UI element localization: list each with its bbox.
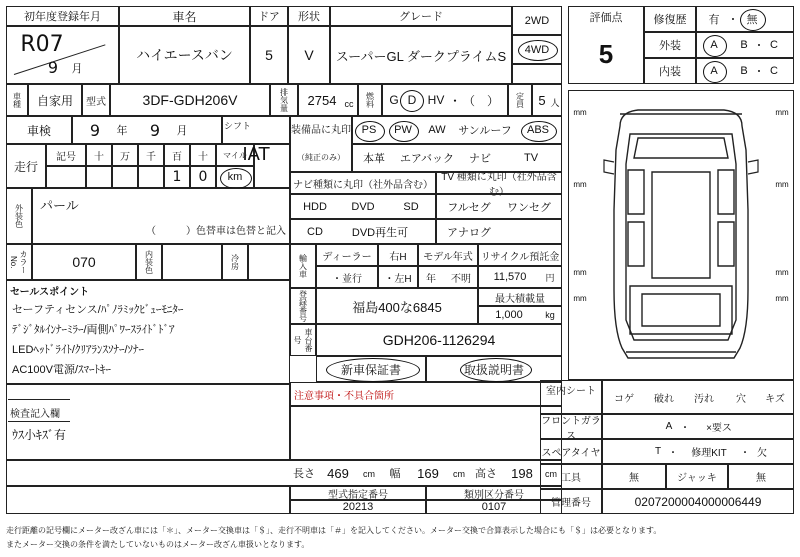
tv-oneseg[interactable]: ワンセグ	[507, 201, 551, 214]
displacement-unit: cc	[344, 99, 354, 109]
first-reg-month-value: 9	[47, 57, 59, 77]
import-lefth-label: ・左H	[384, 273, 412, 285]
mm-label-1: mm	[573, 107, 587, 117]
equipment-pw[interactable]: PW	[394, 124, 412, 136]
sales-point-1: セーフティセンス/ﾊﾟﾉﾗﾐｯｸﾋﾞｭｰﾓﾆﾀｰ	[12, 304, 184, 316]
inspection-month-unit: 月	[176, 125, 188, 137]
tv-analog[interactable]: アナログ	[447, 226, 491, 239]
use-label: 車種	[12, 92, 22, 108]
nav-dvd-play[interactable]: DVD再生可	[351, 226, 409, 239]
front-glass-x[interactable]: ×要ス	[706, 423, 732, 434]
exterior-grade-c[interactable]: C	[770, 39, 778, 51]
interior-seat-item-yogore[interactable]: 汚れ	[694, 393, 714, 405]
inspection-memo-text: ｳｽ小ｷｽﾞ有	[12, 427, 67, 442]
control-no-label: 管理番号	[551, 498, 591, 509]
import-parallel-label: ・並行	[332, 273, 362, 285]
interior-seat-item-koge[interactable]: コゲ	[614, 393, 634, 405]
sales-point-4: AC100V電源/ｽﾏｰﾄｷｰ	[12, 364, 112, 376]
max-load-value: 1,000	[495, 309, 523, 321]
recycle-unit: 円	[545, 272, 555, 283]
jack-label: ジャッキ	[677, 473, 717, 484]
manual-label: 取扱説明書	[463, 362, 524, 377]
inspection-year-value: 9	[89, 120, 101, 140]
equipment-sunroof[interactable]: サンルーフ	[458, 125, 512, 137]
spare-tire-ketsu[interactable]: 欠	[757, 448, 767, 459]
interior-grade-label: 内装	[659, 66, 681, 78]
mileage-unit-mile-label: マイル	[223, 150, 247, 160]
caution-body-cell	[290, 406, 562, 460]
car-name-value: ハイエースバン	[136, 47, 233, 63]
width-label: 幅	[389, 468, 401, 480]
registration-label: 登録番号	[298, 290, 308, 322]
manual-circle	[460, 358, 532, 382]
shift-label: シフト	[224, 120, 252, 131]
interior-grade-c[interactable]: C	[770, 65, 778, 77]
repair-option-dot: ・	[727, 14, 739, 26]
inspection-memo-cell	[6, 384, 290, 460]
repair-label: 修復歴	[653, 14, 687, 26]
equipment-tv[interactable]: TV	[523, 152, 539, 164]
mileage-digit-4: 0	[198, 169, 208, 185]
max-load-unit: kg	[545, 310, 555, 320]
length-unit: cm	[363, 469, 375, 479]
height-value: 198	[511, 465, 533, 481]
fuel-option-hv[interactable]: HV	[427, 93, 445, 107]
color-no-label: カラーNo.	[9, 250, 28, 274]
nav-dvd[interactable]: DVD	[351, 200, 375, 213]
chassis-label: 車台番号	[293, 328, 313, 352]
drive-spacer-cell	[512, 64, 562, 84]
displacement-value: 2754	[307, 92, 337, 108]
drive-4wd-circle	[518, 40, 558, 61]
spare-tire-label: スペアタイヤ	[541, 448, 601, 459]
height-unit: cm	[545, 469, 557, 479]
equipment-ps-circle	[355, 121, 385, 142]
sales-point-3: LEDﾍｯﾄﾞﾗｲﾄ/ｸﾘｱﾗﾝｽｿﾅｰ/ｿﾅｰ	[12, 344, 145, 356]
mileage-col-10man-label: 十	[94, 151, 104, 163]
control-no-value: 0207200004000006449	[634, 494, 762, 509]
recycle-value: 11,570	[493, 271, 527, 283]
evaluation-title: 評価点	[589, 12, 623, 24]
class-code-label: 類別区分番号	[464, 489, 524, 501]
mm-label-2: mm	[775, 107, 789, 117]
interior-seat-item-ana[interactable]: 穴	[736, 393, 746, 405]
spare-tire-dot1: ・	[668, 448, 678, 459]
equipment-title-1: 装備品に丸印	[291, 124, 351, 136]
mm-label-5: mm	[573, 267, 587, 277]
import-label: 輸入車	[298, 254, 308, 278]
mileage-digit-3: 1	[172, 169, 182, 185]
interior-grade-b[interactable]: B	[740, 65, 748, 77]
registration-value: 福島400な6845	[352, 299, 442, 315]
inspection-month-value: 9	[149, 120, 161, 140]
type-code-value: 20213	[342, 501, 374, 513]
import-dealer-label: ディーラー	[322, 251, 372, 263]
sales-points-title: セールスポイント	[10, 286, 90, 298]
length-label: 長さ	[293, 468, 315, 480]
repair-option-nashi-circle	[740, 9, 766, 31]
nav-sd[interactable]: SD	[403, 200, 419, 213]
fuel-option-open: （	[462, 93, 475, 108]
fuel-option-dot: ・	[448, 93, 461, 108]
class-code-value: 0107	[481, 501, 507, 513]
equipment-abs-circle	[521, 121, 557, 142]
shape-label: 形状	[298, 11, 320, 23]
interior-seat-item-yabure[interactable]: 破れ	[654, 393, 674, 405]
door-value: 5	[265, 47, 273, 63]
width-unit: cm	[453, 469, 465, 479]
interior-color-label: 内装色	[144, 250, 154, 274]
mileage-col-ju-label: 十	[198, 151, 208, 163]
exterior-color-note: （ ）色替車は色替と記入	[146, 225, 286, 237]
equipment-abs[interactable]: ABS	[526, 124, 549, 136]
mileage-label: 走行	[13, 159, 38, 174]
mileage-col-man-label: 万	[120, 151, 130, 163]
exterior-grade-dot: ・	[753, 40, 765, 52]
repair-option-nashi[interactable]: 無	[746, 14, 758, 26]
shape-value: V	[304, 47, 314, 63]
equipment-pw-circle	[389, 121, 419, 142]
mileage-col-sen-label: 千	[146, 151, 156, 163]
equipment-leather[interactable]: 本革	[363, 153, 385, 165]
capacity-label: 定員	[515, 92, 525, 108]
car-name-label: 車名	[172, 9, 197, 24]
height-label: 高さ	[475, 468, 497, 480]
door-label: ドア	[258, 11, 280, 23]
inspection-label: 車検	[26, 123, 51, 138]
model-value: 3DF-GDH206V	[142, 92, 238, 108]
mileage-digit-0	[86, 166, 112, 188]
use-value: 自家用	[36, 93, 73, 108]
shift-value: IAT	[242, 143, 270, 165]
exterior-grade-a[interactable]: A	[710, 39, 718, 51]
interior-seat-item-kizu[interactable]: キズ	[765, 393, 785, 405]
fuel-option-close: ）	[486, 93, 499, 108]
tools-value[interactable]: 無	[629, 473, 639, 484]
length-value: 469	[327, 465, 349, 481]
vehicle-diagram	[568, 90, 794, 380]
model-label: 型式	[86, 96, 106, 108]
exterior-grade-b[interactable]: B	[740, 39, 748, 51]
displacement-label: 排気量	[279, 88, 289, 112]
new-warranty-label: 新車保証書	[340, 362, 401, 377]
equipment-navi[interactable]: ナビ	[469, 153, 491, 165]
capacity-unit: 人	[550, 97, 560, 108]
equipment-ps[interactable]: PS	[361, 124, 377, 136]
fuel-option-d-circle	[400, 90, 424, 112]
mileage-digit-2	[138, 166, 164, 188]
front-glass-a[interactable]: A	[665, 421, 673, 432]
exterior-grade-a-circle	[703, 35, 727, 57]
mm-label-8: mm	[775, 293, 789, 303]
nav-hdd[interactable]: HDD	[303, 200, 327, 213]
import-righth-label: 右H	[389, 251, 407, 263]
drive-2wd-label: 2WD	[524, 14, 550, 27]
first-reg-month-unit: 月	[71, 63, 83, 75]
interior-grade-a-circle	[703, 61, 727, 83]
interior-seat-label-1: 室内シート	[546, 386, 596, 397]
repair-option-ari[interactable]: 有	[708, 14, 720, 26]
first-reg-label: 初年度登録年月	[24, 11, 101, 23]
caution-label: 注意事項・不具合箇所	[294, 390, 394, 402]
cooler-value-cell	[248, 244, 290, 280]
interior-grade-dot: ・	[753, 66, 765, 78]
mm-label-7: mm	[573, 293, 587, 303]
nav-title: ナビ種類に丸印（社外品含む）	[293, 179, 433, 191]
drive-4wd-label: 4WD	[524, 43, 550, 56]
exterior-grade-label: 外装	[659, 40, 681, 52]
mileage-unit-km-circle	[220, 168, 252, 189]
grade-value: スーパーGL ダークプライムS	[335, 48, 507, 64]
mm-label-6: mm	[775, 267, 789, 277]
evaluation-score: 5	[598, 38, 614, 69]
mileage-symbol-label: 記号	[56, 151, 76, 163]
first-reg-value: R07	[20, 31, 64, 57]
spare-tire-t[interactable]: T	[654, 446, 662, 457]
exterior-color-value: パール	[40, 197, 79, 213]
inspection-year-unit: 年	[116, 125, 128, 137]
chassis-value: GDH206-1126294	[382, 332, 496, 348]
equipment-aw[interactable]: AW	[428, 124, 446, 136]
grade-label: グレード	[399, 11, 443, 23]
tools-label: 工具	[561, 473, 581, 484]
mileage-col-hyaku-label: 百	[172, 151, 182, 163]
new-warranty-circle	[326, 358, 420, 382]
sales-point-2: ﾃﾞｼﾞﾀﾙｲﾝﾅｰﾐﾗｰ/両側ﾊﾟﾜｰｽﾗｲﾄﾞﾄﾞｱ	[12, 324, 175, 336]
interior-color-value-cell	[162, 244, 222, 280]
interior-grade-a[interactable]: A	[710, 65, 718, 77]
front-glass-dot: ・	[680, 423, 690, 434]
fuel-label: 燃料	[365, 92, 375, 108]
mileage-unit-km-label: km	[227, 171, 243, 183]
mm-label-3: mm	[573, 179, 587, 189]
cooler-label: 冷房	[230, 254, 240, 270]
mileage-symbol-value-cell	[46, 166, 86, 188]
footer-line-1: 走行距離の記号欄にメーター改ざん車には「＊」、メーター交換車は「＄」、走行不明車は「＃」を記入してください。メーター交換で合算表示した場合にも「＄」は必要となります。	[6, 526, 662, 535]
model-year-label: モデル年式	[423, 251, 473, 263]
bottom-left-blank	[6, 486, 290, 514]
equipment-airbag[interactable]: エアバック	[399, 153, 455, 165]
max-load-label: 最大積載量	[495, 293, 545, 305]
model-year-unknown[interactable]: 不明	[451, 273, 471, 285]
model-year-unit: 年	[426, 273, 436, 285]
recycle-label: リサイクル預託金	[480, 251, 560, 263]
fuel-option-d[interactable]: D	[407, 93, 417, 107]
type-code-label: 型式指定番号	[328, 489, 388, 501]
nav-cd[interactable]: CD	[307, 225, 323, 238]
front-glass-label: フロントガラス	[541, 415, 601, 442]
width-value: 169	[417, 465, 439, 481]
spare-tire-dot2: ・	[740, 448, 750, 459]
spare-tire-kit[interactable]: 修理KIT	[691, 448, 727, 459]
mileage-digit-1	[112, 166, 138, 188]
exterior-color-label: 外装色	[14, 204, 24, 228]
tv-title: TV 種類に丸印（社外品含む）	[441, 172, 557, 198]
footer-line-2: またメーター交換の条件を満たしていないものはメーター改ざん車扱いとなります。	[6, 540, 310, 549]
capacity-value: 5	[538, 92, 546, 108]
jack-value[interactable]: 無	[756, 473, 766, 484]
tv-fullseg[interactable]: フルセグ	[447, 201, 491, 214]
mm-label-4: mm	[775, 179, 789, 189]
inspection-memo-title: 検査記入欄	[10, 408, 60, 420]
color-no-value: 070	[72, 254, 96, 270]
equipment-sub: （純正のみ）	[297, 152, 345, 162]
fuel-option-g[interactable]: G	[389, 93, 399, 107]
